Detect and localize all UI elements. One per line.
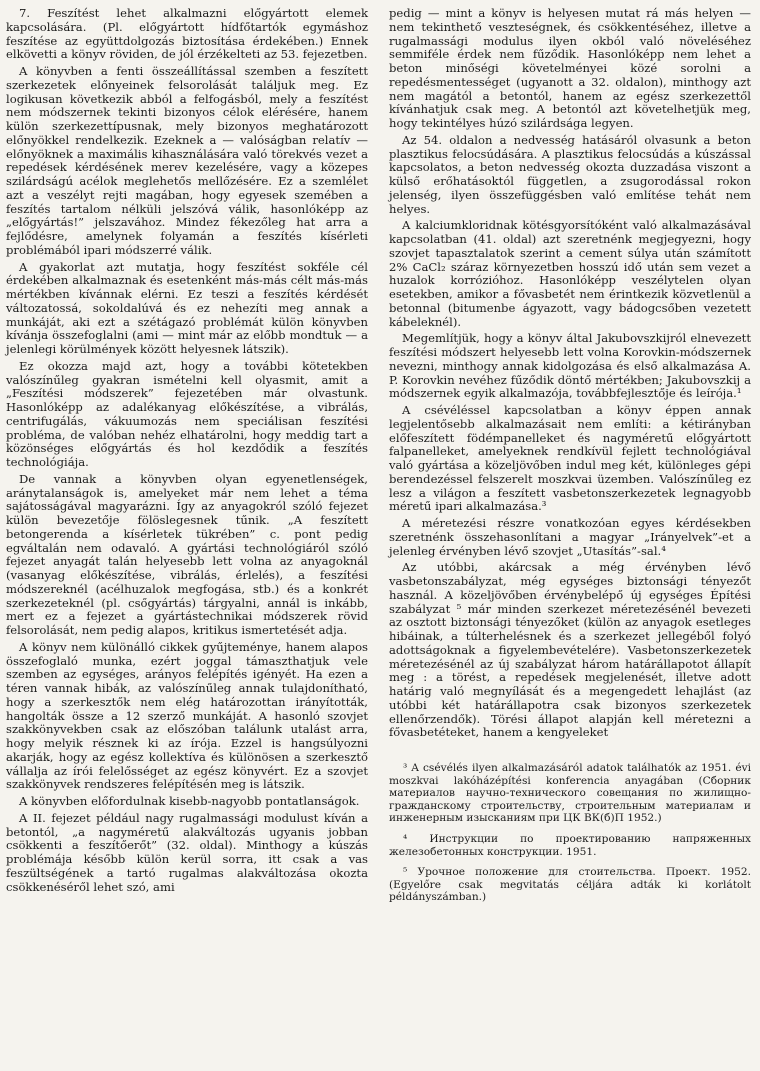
- right-column: [389, 7, 751, 904]
- paragraph: A könyvben a fenti összeállítással szemben a feszített szerkezetek előnyeinek felsorolását találjuk meg. Ez logikusan következik abból a felfogásból, mely a feszítést nem módszernek tekinti bizonyos célok elérésére, hanem külön szerkezettípusnak, mely bizonyos meghatározott előnyökkel rendelkezik. Ezeknek a — valóságban relatív — előnyöknek a maximális kihasználására való törekvés vezet a repedések kérdésének merev kezelésére, vagy a közepes szilárdságú acélok meglehetős mellőzésére. Ez a szemlélet azt a veszélyt rejti magában, hogy egyesek szemében a feszítés tartalom nélküli jelszóvá válik, hasonlóképp az „előgyártás!” jelszavához. Mindez fékezőleg hat arra a fejlődésre, amelynek folyamán a feszítés kísérleti problémából ipari módszerré válik.: [6, 64, 368, 257]
- paragraph: A csévéléssel kapcsolatban a könyv éppen annak legjelentősebb alkalmazásait nem említi: a kétirányban előfeszített födémpanelleket és nagyméretű előgyártott falpanelleket, amelyeknek rendkívül fejlett technológiával való gyártása a közeljövőben indul meg két, különleges gépi berendezéssel felszerelt moszkvai üzemben. Valószínűleg ez lesz a világon a feszített vasbetonszerkezetek legnagyobb méretű ipari alkalmazása.³: [389, 403, 751, 514]
- paragraph: A méretezési részre vonatkozóan egyes kérdésekben szeretnénk összehasonlítani a magyar „Irányelvek”-et a jelenleg érvényben lévő szovjet „Utasítás”-sal.⁴: [389, 516, 751, 558]
- paragraph: Ez okozza majd azt, hogy a további kötetekben valószínűleg gyakran ismételni kell olyasmit, amit a „Feszítési módszerek” fejezetében már olvastunk. Hasonlóképp az adalékanyag előkészítése, a vibrálás, centrifugálás, vákuumozás nem speciálisan feszítési probléma, de valóban nehéz elhatárolni, hogy meddig tart a közönséges előgyártás és hol kezdődik a feszítés technológiája.: [6, 358, 368, 469]
- footnote: ⁴ Инструкции по проектированию напряженных железобетонных конструкции. 1951.: [389, 832, 751, 858]
- footnote: ⁵ Урочное положение для стоительства. Проект. 1952. (Egyelőre csak megvitatás céljára adták ki korlátolt példányszámban.): [389, 866, 751, 904]
- paragraph: Az 54. oldalon a nedvesség hatásáról olvasunk a beton plasztikus felocsúdására. A plasztikus felocsúdás a kúszással kapcsolatos, a beton nedvesség okozta duzzadása viszont a külső erőhatásoktól független, a zsugorodással rokon jelenség, ilyen összefüggésben való említése tehát nem helyes.: [389, 132, 751, 216]
- paragraph: A II. fejezet például nagy rugalmassági modulust kíván a betontól, „a nagyméretű alakváltozás ugyanis jobban csökkenti a feszítőerőt” (32. oldal). Minthogy a kúszás problémája később külön kerül sorra, itt csak a vas feszültségének a tartó rugalmas alakváltozása okozta csökkenéséről lehet szó, ami: [6, 810, 368, 894]
- paragraph: Az utóbbi, akárcsak a még érvényben lévő vasbetonszabályzat, még egységes biztonsági tényezőt használ. A közeljövőben érvénybelépő új egységes Építési szabályzat ⁵ már minden szerkezet méretezésénél bevezeti az osztott biztonsági tényezőket (külön az anyagok esetleges hibáinak, a túlterhelésnek és a szerkezet jellegéből folyó adottságoknak a figyelembevételére). Vasbetonszerkezetek méretezésénél az új szabályzat három határállapotot állapít meg : a törést, a repedések megjelenését, illetve adott határig való megnyílását és a megengedett lehajlást (az utóbbi két határállapotra csak bizonyos szerkezetek ellenőrzendők). Törési állapot alapján kell méretezni a fővasbetéteket, hanem a kengyeleket: [389, 560, 751, 740]
- paragraph: A kalciumkloridnak kötésgyorsítóként való alkalmazásával kapcsolatban (41. oldal) azt szeretnénk megjegyezni, hogy szovjet tapasztalatok szerint a cement súlya után számított 2% CaCl₂ száraz környezetben hosszú idő után sem vezet a huzalok korrózióhoz. Hasonlóképp veszélytelen olyan esetekben, amikor a fővasbetét nem érintkezik közvetlenül a betonnal (bitumenbe ágyazott, vagy bádogcsőben vezetett kábeleknél).: [389, 218, 751, 329]
- paragraph: 7. Feszítést lehet alkalmazni előgyártott elemek kapcsolására. (Pl. előgyártott hídfőtartók egymáshoz feszítése az együttdolgozás biztosítása érdekében.) Ennek elkövetti a könyv röviden, de jól érzékelteti az 53. fejezetben.: [6, 6, 368, 62]
- paragraph: A gyakorlat azt mutatja, hogy feszítést sokféle cél érdekében alkalmaznak és esetenként más-más célt más-más mértékben kívánnak elérni. Ez teszi a feszítés kérdését változatossá, sokoldalúvá és ez nehezíti meg annak a munkáját, aki ezt a szétágazó problémát külön könyvben kívánja összefoglalni (ami — mint már az előbb mondtuk — a jelenlegi körülmények között helyesnek látszik).: [6, 259, 368, 356]
- footnotes: [389, 762, 751, 904]
- footnote: ³ A csévélés ilyen alkalmazásáról adatok találhatók az 1951. évi moszkvai lakóházépítési konferencia anyagában (Сборник материалов научно-технического совещания по жилищно-гражданскому строительству, строительным материалам и инженерным изысканиям при ЦК ВК(б)П 1952.): [389, 762, 751, 825]
- paragraph: Megemlítjük, hogy a könyv által Jakubovszkijról elnevezett feszítési módszert helyesebb lett volna Korovkin-módszernek nevezni, minthogy annak kidolgozása és első alkalmazása A. P. Korovkin nevéhez fűződik döntő mértékben; Jakubovszkij a módszernek egyik alkalmazója, továbbfejlesztője és leírója.¹: [389, 331, 751, 401]
- paragraph: A könyvben előfordulnak kisebb-nagyobb pontatlanságok.: [19, 794, 360, 808]
- paragraph: De vannak a könyvben olyan egyenetlenségek, aránytalanságok is, amelyeket már nem lehet a téma sajátosságával magyarázni. Így az anyagokról szóló fejezet külön bevezetője fölöslegesnek tűnik. „A feszített betongerenda a kísérletek tükrében” c. pont pedig egváltalán nem odavaló. A gyártási technológiáról szóló fejezet anyagát talán helyesebb lett volna az anyagoknál (vasanyag előkészítése, vibrálás, érlelés), a feszítési módszereknél (acélhuzalok megfogása, stb.) és a konkrét szerkezeteknél (pl. csőgyártás) tárgyalni, annál is inkább, mert ez a fejezet a gyártástechnikai módszerek rövid felsorolását, nem pedig alapos, kritikus ismertetését adja.: [6, 471, 368, 637]
- paragraph: A könyv nem különálló cikkek gyűjteménye, hanem alapos összefoglaló munka, ezért joggal támaszthatjuk vele szemben az egységes, arányos felépítés igényét. Ha ezen a téren vannak hibák, az valószínűleg annak tulajdonítható, hogy a szerkesztők nem elég határozottan irányították, hangolták össze a 12 szerző munkáját. A hasonló szovjet szakkönyvekben csak az előszóban találunk utalást arra, hogy melyik résznek ki az írója. Ezzel is hangsúlyozni akarják, hogy az egész kollektíva és különösen a szerkesztő vállalja az írói felelősséget az egész könyvért. Ez a szovjet szakkönyvek rendszeres felépítésén meg is látszik.: [6, 639, 368, 792]
- paragraph: pedig — mint a könyv is helyesen mutat rá más helyen — nem tekinthető veszteségnek, és csökkentéséhez, illetve a rugalmassági modulus ilyen okból való növeléséhez semmiféle érdek nem fűződik. Hasonlóképp nem lehet a beton minőségi követelményei közé sorolni a repedésmentességet (ugyanott a 32. oldalon), minthogy azt nem magától a betontól, hanem az egész szerkezettől kívánhatjuk csak meg. A betontól azt követelhetjük meg, hogy tekintélyes húzó szilárdsága legyen.: [389, 6, 751, 130]
- left-column: [6, 7, 368, 894]
